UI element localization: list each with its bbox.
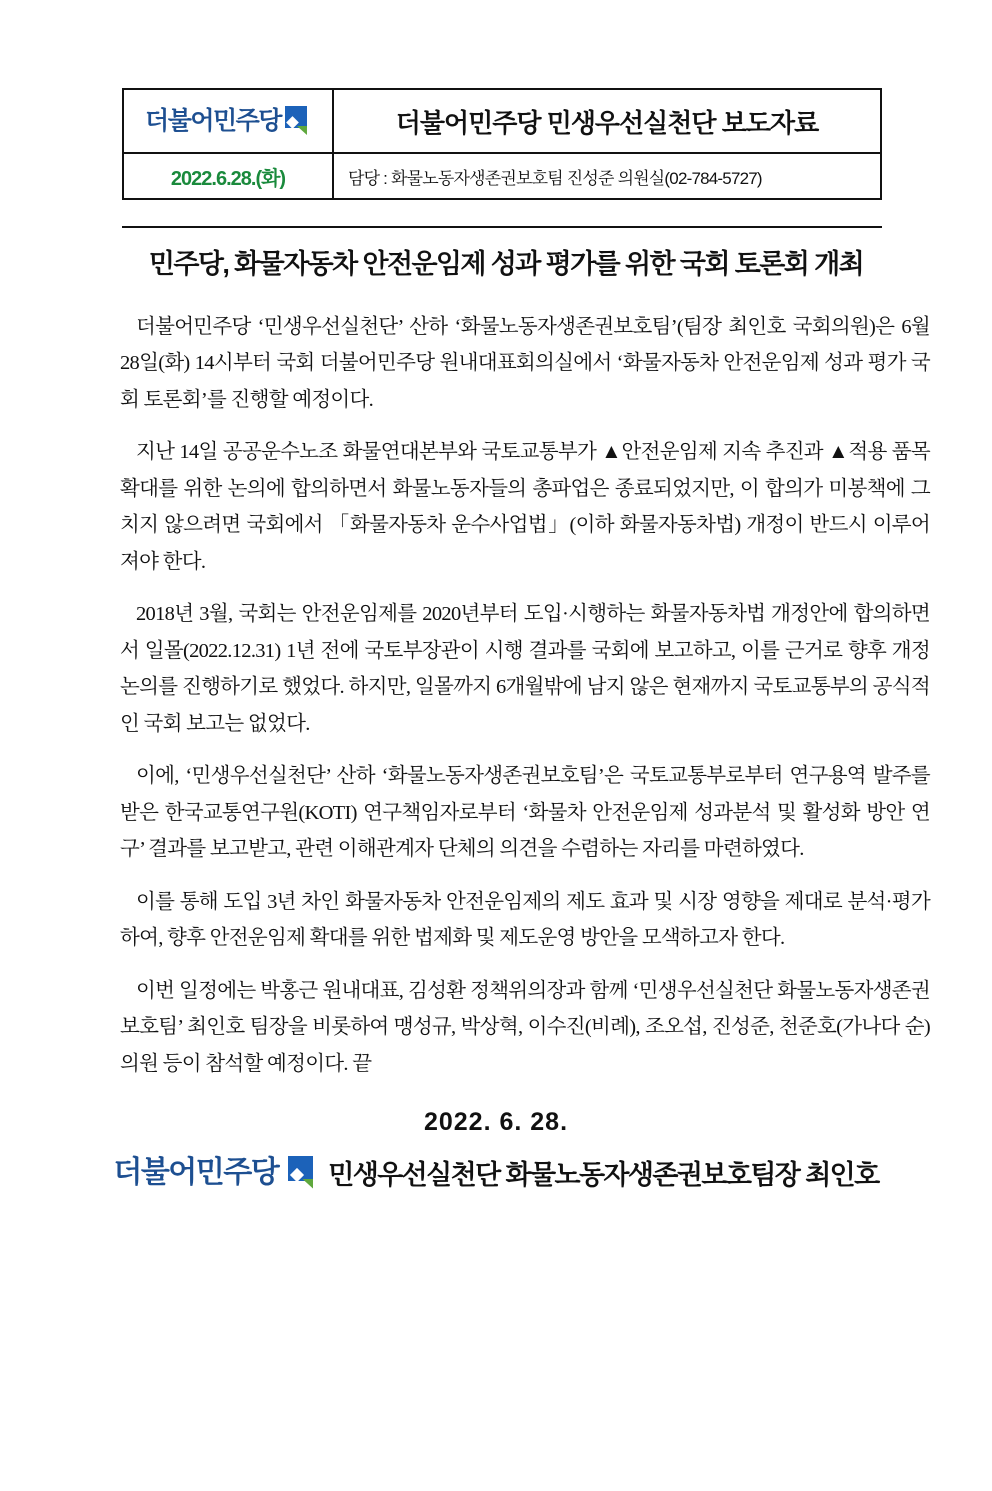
title-divider	[122, 226, 882, 228]
contact-cell	[333, 153, 881, 199]
party-logo-cell	[123, 89, 333, 153]
paragraph: 2018년 3월, 국회는 안전운임제를 2020년부터 도입·시행하는 화물자동차법 개정안에 합의하면서 일몰(2022.12.31) 1년 전에 국토부장관이 시행 결과를 국회에 보고하고, 이를 근거로 향후 개정 논의를 진행하기로 했었다. 하지만, 일몰까지 6개월밖에 남지 않은 현재까지 국토교통부의 공식적인 국회 보고는 없었다.	[120, 603, 930, 735]
header-title-cell	[333, 89, 881, 153]
party-logo-lockup	[124, 90, 332, 152]
party-logo-mark-icon	[285, 106, 311, 136]
footer-signature	[62, 1153, 930, 1192]
page-title: 민주당, 화물자동차 안전운임제 성과 평가를 위한 국회 토론회 개최	[148, 249, 864, 279]
header-row-bottom	[123, 153, 881, 199]
footer-party-logo-text: 더불어민주당	[113, 1155, 279, 1189]
release-date-cell	[123, 153, 333, 199]
press-release-page	[0, 88, 992, 1491]
contact-info: 담당 : 화물노동자생존권보호팀 진성준 의원실(02-784-5727)	[348, 168, 762, 188]
party-logo-text: 더불어민주당	[145, 106, 281, 135]
paragraph: 이번 일정에는 박홍근 원내대표, 김성환 정책위의장과 함께 ‘민생우선실천단 화물노동자생존권보호팀’ 최인호 팀장을 비롯하여 맹성규, 박상혁, 이수진(비례), 조오섭, 진성준, 천준호(가나다 순) 의원 등이 참석할 예정이다. 끝	[120, 979, 930, 1075]
paragraph: 지난 14일 공공운수노조 화물연대본부와 국토교통부가 ▲안전운임제 지속 추진과 ▲적용 품목 확대를 위한 논의에 합의하면서 화물노동자들의 총파업은 종료되었지만, 이 합의가 미봉책에 그치지 않으려면 국회에서 「화물자동차 운수사업법」(이하 화물자동차법) 개정이 반드시 이루어져야 한다.	[120, 441, 930, 573]
article-body	[120, 309, 930, 1082]
header-title: 더불어민주당 민생우선실천단 보도자료	[395, 107, 819, 138]
release-date: 2022.6.28.(화)	[170, 167, 286, 190]
header-row-top	[123, 89, 881, 153]
footer-date: 2022. 6. 28.	[423, 1108, 569, 1137]
header-info-table	[122, 88, 882, 200]
paragraph: 이를 통해 도입 3년 차인 화물자동차 안전운임제의 제도 효과 및 시장 영향을 제대로 분석·평가하여, 향후 안전운임제 확대를 위한 법제화 및 제도운영 방안을 모색하고자 한다.	[120, 890, 930, 950]
footer-organization: 민생우선실천단 화물노동자생존권보호팀장 최인호	[328, 1160, 879, 1191]
footer-party-logo-mark-icon	[288, 1156, 318, 1190]
paragraph: 이에, ‘민생우선실천단’ 산하 ‘화물노동자생존권보호팀’은 국토교통부로부터 연구용역 발주를 받은 한국교통연구원(KOTI) 연구책임자로부터 ‘화물차 안전운임제 성과분석 및 활성화 방안 연구’ 결과를 보고받고, 관련 이해관계자 단체의 의견을 수렴하는 자리를 마련하였다.	[120, 765, 930, 861]
paragraph: 더불어민주당 ‘민생우선실천단’ 산하 ‘화물노동자생존권보호팀’(팀장 최인호 국회의원)은 6월 28일(화) 14시부터 국회 더불어민주당 원내대표회의실에서 ‘화물자동차 안전운임제 성과 평가 국회 토론회’를 진행할 예정이다.	[120, 316, 930, 411]
